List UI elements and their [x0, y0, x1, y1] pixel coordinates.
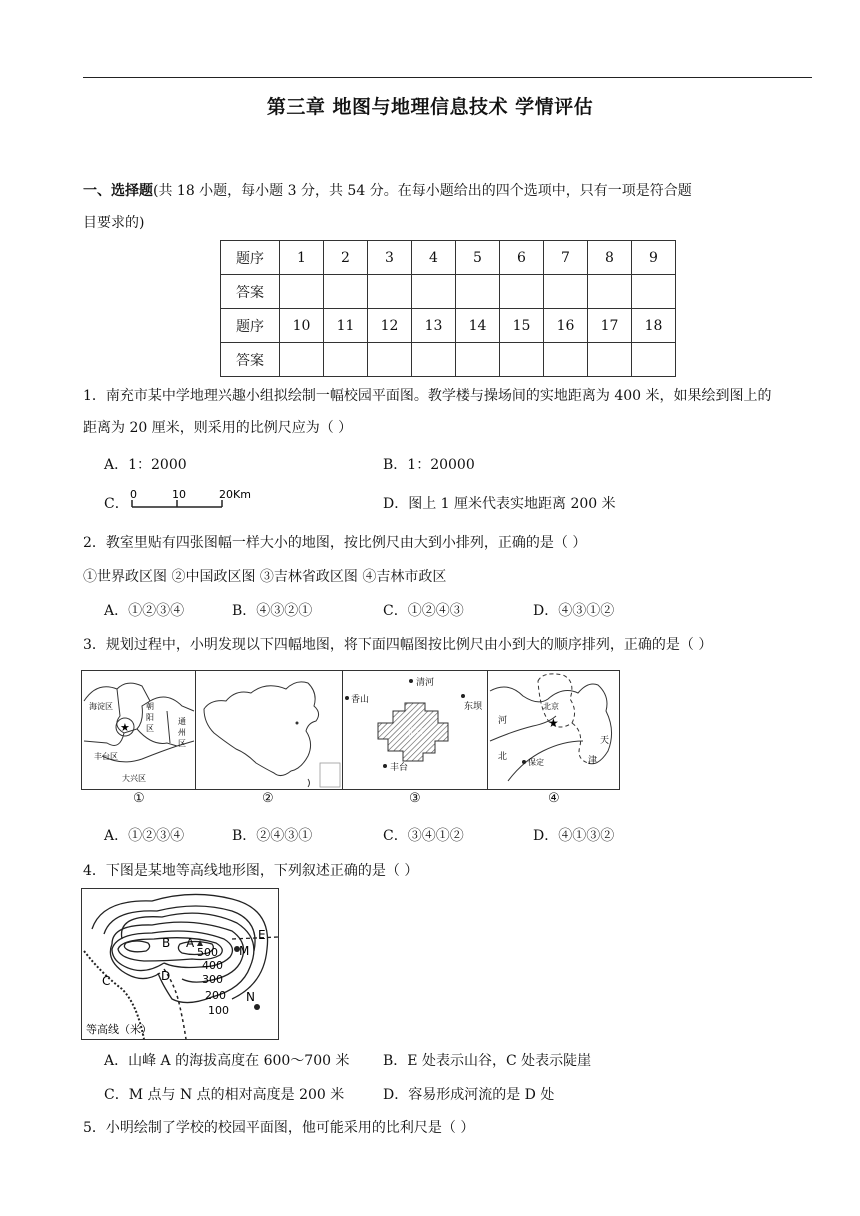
q3-stem: 3．规划过程中，小明发现以下四幅地图，将下面四幅图按比例尺由小到大的顺序排列，正确的是（ ） — [83, 637, 713, 653]
table-cell: 1 — [280, 241, 324, 275]
q1-line2: 距离为 20 厘米，则采用的比例尺应为（ ） — [83, 420, 353, 436]
answer-cell[interactable] — [588, 275, 632, 309]
q4-option-b[interactable]: B．E 处表示山谷，C 处表示陡崖 — [383, 1053, 592, 1069]
q3-option-d[interactable]: D．④①③② — [533, 828, 615, 844]
q3-option-b[interactable]: B．②④③① — [232, 828, 313, 844]
scale-bar-icon — [127, 486, 267, 512]
table-cell: 14 — [456, 309, 500, 343]
point-label: C — [102, 974, 111, 988]
map-label: 北京 — [543, 702, 559, 711]
map-1 — [81, 670, 196, 790]
table-cell: 13 — [412, 309, 456, 343]
point-label: M — [239, 944, 250, 958]
answer-cell[interactable] — [456, 343, 500, 377]
answer-cell[interactable] — [632, 343, 676, 377]
map-2 — [195, 670, 343, 790]
table-cell: 16 — [544, 309, 588, 343]
map-label: 津 — [588, 756, 598, 766]
table-cell: 2 — [324, 241, 368, 275]
q4-option-c[interactable]: C．M 点与 N 点的相对高度是 200 米 — [104, 1087, 345, 1103]
q4-option-d[interactable]: D．容易形成河流的是 D 处 — [383, 1087, 555, 1103]
table-row — [221, 275, 676, 309]
contour-value: 100 — [208, 1004, 229, 1017]
map-label: 大兴区 — [122, 774, 146, 783]
map-label: 河 — [498, 716, 508, 726]
q2-option-b[interactable]: B．④③②① — [232, 603, 313, 619]
top-rule — [83, 77, 812, 78]
map-number: ③ — [409, 791, 421, 806]
answer-cell[interactable] — [368, 343, 412, 377]
scale-label: 10 — [172, 488, 186, 501]
map-label: 区 — [178, 739, 186, 748]
table-cell: 15 — [500, 309, 544, 343]
map-label: 保定 — [528, 758, 544, 767]
point-label: B — [162, 936, 171, 950]
map-label: 州 — [178, 728, 186, 737]
table-row — [221, 343, 676, 377]
map-label: 通 — [178, 717, 186, 726]
q2-stem: 2．教室里贴有四张图幅一样大小的地图，按比例尺由大到小排列，正确的是（ ） — [83, 535, 587, 551]
q3-option-a[interactable]: A．①②③④ — [104, 828, 185, 844]
point-label: N — [246, 990, 255, 1004]
answer-cell[interactable] — [280, 343, 324, 377]
answer-cell[interactable] — [368, 275, 412, 309]
q3-option-c[interactable]: C．③④①② — [383, 828, 464, 844]
q4-stem: 4．下图是某地等高线地形图，下列叙述正确的是（ ） — [83, 863, 419, 879]
answer-cell[interactable] — [280, 275, 324, 309]
section-heading-desc-2: 目要求的) — [83, 215, 145, 231]
table-row — [221, 309, 676, 343]
point-label: E — [258, 928, 266, 942]
map-label: 清河 — [416, 678, 435, 688]
table-cell: 6 — [500, 241, 544, 275]
q2-items: ①世界政区图 ②中国政区图 ③吉林省政区图 ④吉林市政区 — [83, 569, 447, 585]
q1-option-b[interactable]: B．1：20000 — [383, 457, 475, 473]
map-number: ④ — [548, 791, 560, 806]
answer-cell[interactable] — [588, 343, 632, 377]
contour-value: 400 — [202, 959, 223, 972]
q2-option-d[interactable]: D．④③①② — [533, 603, 615, 619]
map-label: 丰台 — [390, 763, 409, 773]
map-label: 北 — [498, 752, 508, 762]
q1-option-c[interactable] — [104, 494, 129, 514]
table-cell: 18 — [632, 309, 676, 343]
table-cell: 5 — [456, 241, 500, 275]
map-3 — [342, 670, 488, 790]
table-cell: 9 — [632, 241, 676, 275]
table-cell: 4 — [412, 241, 456, 275]
scale-label: 20Km — [219, 488, 251, 501]
contour-value: 200 — [205, 989, 226, 1002]
answer-cell[interactable] — [324, 275, 368, 309]
answer-cell[interactable] — [456, 275, 500, 309]
answer-cell[interactable] — [544, 343, 588, 377]
answer-table — [220, 240, 676, 377]
answer-cell[interactable] — [500, 275, 544, 309]
answer-cell[interactable] — [412, 275, 456, 309]
q5-stem: 5．小明绘制了学校的校园平面图，他可能采用的比利尺是（ ） — [83, 1120, 475, 1136]
q1-stem — [83, 380, 813, 444]
map-label: 区 — [146, 724, 154, 733]
q1-option-a[interactable]: A．1：2000 — [104, 457, 187, 473]
scale-label: 0 — [130, 488, 137, 501]
contour-map — [81, 888, 279, 1040]
answer-cell[interactable] — [324, 343, 368, 377]
row-label: 答案 — [221, 275, 280, 309]
table-cell: 12 — [368, 309, 412, 343]
map-label: 朝 — [146, 702, 154, 711]
answer-cell[interactable] — [544, 275, 588, 309]
contour-value: 300 — [202, 973, 223, 986]
table-cell: 8 — [588, 241, 632, 275]
q4-option-a[interactable]: A．山峰 A 的海拔高度在 600～700 米 — [104, 1053, 350, 1069]
contour-legend: 等高线（米） — [86, 1023, 152, 1036]
section-heading-label: 一、选择题 — [83, 183, 153, 199]
table-cell: 17 — [588, 309, 632, 343]
q2-option-a[interactable]: A．①②③④ — [104, 603, 185, 619]
q1-option-c-prefix: C． — [104, 496, 129, 512]
map-label: 北京 — [406, 728, 425, 738]
table-cell: 7 — [544, 241, 588, 275]
q1-line1: 1．南充市某中学地理兴趣小组拟绘制一幅校园平面图。教学楼与操场间的实地距离为 400 米，如果绘到图上的 — [83, 388, 772, 404]
q2-option-c[interactable]: C．①②④③ — [383, 603, 464, 619]
point-label: D — [161, 969, 171, 983]
table-row — [221, 241, 676, 275]
page-title: 第三章 地图与地理信息技术 学情评估 — [266, 96, 594, 118]
table-cell: 11 — [324, 309, 368, 343]
svg-text:★: ★ — [548, 716, 559, 730]
map-label: 丰台区 — [94, 752, 118, 761]
answer-cell[interactable] — [412, 343, 456, 377]
table-cell: 3 — [368, 241, 412, 275]
section-heading — [83, 175, 813, 239]
row-label: 答案 — [221, 343, 280, 377]
svg-text:★: ★ — [120, 721, 130, 734]
map-label: 天 — [600, 736, 610, 746]
map-label: 海淀区 — [89, 702, 113, 711]
table-cell: 10 — [280, 309, 324, 343]
contour-value: 500 — [197, 946, 218, 959]
q1-option-d[interactable]: D．图上 1 厘米代表实地距离 200 米 — [383, 496, 616, 512]
map-4 — [487, 670, 620, 790]
map-label: 香山 — [351, 695, 370, 705]
map-number: ① — [133, 791, 145, 806]
section-heading-desc: (共 18 小题，每小题 3 分，共 54 分。在每小题给出的四个选项中，只有一项是符合题 — [153, 183, 692, 199]
map-label: 东坝 — [464, 702, 483, 712]
answer-cell[interactable] — [500, 343, 544, 377]
map-number: ② — [262, 791, 274, 806]
row-label: 题序 — [221, 241, 280, 275]
point-label: A — [186, 936, 195, 950]
map-label: 阳 — [146, 713, 154, 722]
row-label: 题序 — [221, 309, 280, 343]
answer-cell[interactable] — [632, 275, 676, 309]
